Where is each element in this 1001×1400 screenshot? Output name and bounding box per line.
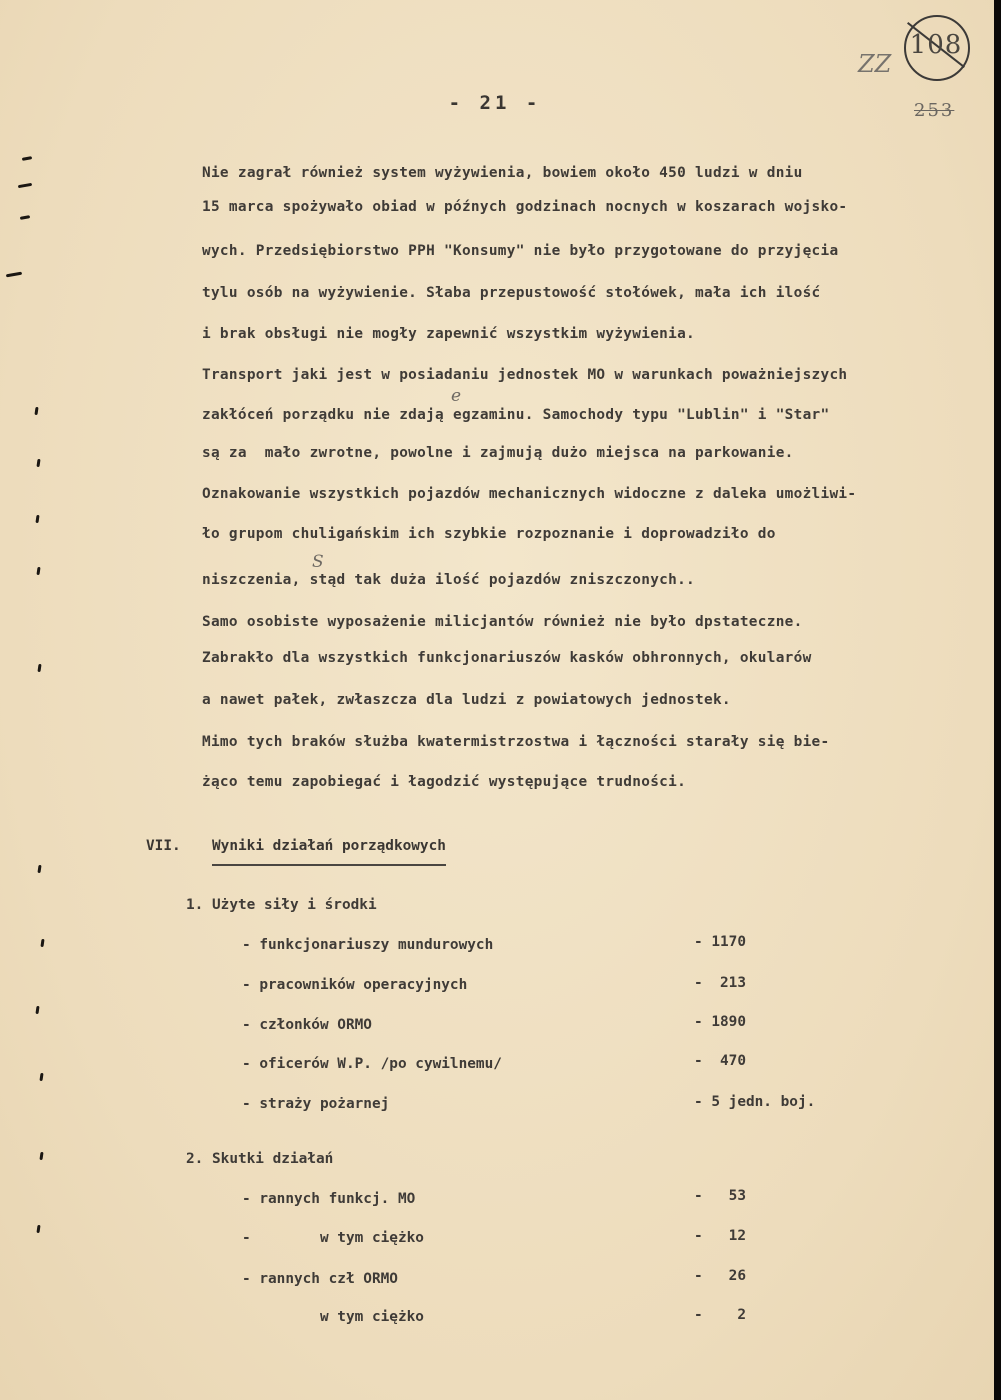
list-item-value: - 1170 (694, 934, 746, 950)
list-item-value: - 12 (694, 1228, 746, 1244)
body-line: żąco temu zapobiegać i łagodzić występujące trudności. (202, 774, 687, 790)
list-item-label: - rannych funkcj. MO (242, 1191, 416, 1207)
handwritten-correction: S (312, 552, 324, 572)
body-line: wych. Przedsiębiorstwo PPH "Konsumy" nie było przygotowane do przyjęcia (202, 243, 839, 259)
body-line: tylu osób na wyżywienie. Słaba przepustowość stołówek, mała ich ilość (202, 285, 821, 301)
handwritten-correction: e (451, 386, 462, 406)
body-line: niszczenia, stąd tak duża ilość pojazdów zniszczonych.. (202, 572, 696, 588)
handwritten-initials: ZZ (858, 50, 892, 78)
body-line: Transport jaki jest w posiadaniu jednostek MO w warunkach poważniejszych (202, 367, 848, 383)
body-line: zakłóceń porządku nie zdają egzaminu. Samochody typu "Lublin" i "Star" (202, 407, 830, 423)
list-item-value: - 2 (694, 1307, 746, 1323)
archive-page-number: 108 (909, 30, 963, 60)
list-item-label: w tym ciężko (242, 1309, 424, 1325)
list-item-value: - 1890 (694, 1014, 746, 1030)
subsection-heading: 2. Skutki działań (186, 1151, 334, 1167)
list-item-label: - członków ORMO (242, 1017, 372, 1033)
list-item-value: - 470 (694, 1053, 746, 1069)
body-line: Nie zagrał również system wyżywienia, bowiem około 450 ludzi w dniu (202, 165, 803, 181)
body-line: i brak obsługi nie mogły zapewnić wszystkim wyżywienia. (202, 326, 696, 342)
body-line: ło grupom chuligańskim ich szybkie rozpoznanie i doprowadziło do (202, 526, 776, 542)
body-line: Samo osobiste wyposażenie milicjantów również nie było dpstateczne. (202, 614, 803, 630)
list-item-value: - 53 (694, 1188, 746, 1204)
body-line: Zabrakło dla wszystkich funkcjonariuszów kasków obhronnych, okularów (202, 650, 812, 666)
section-number: VII. (146, 838, 181, 854)
crossed-out-page-number: 253 (914, 100, 955, 121)
page-number: - 21 - (448, 92, 542, 114)
list-item-value: - 5 jedn. boj. (694, 1094, 816, 1110)
body-line: są za mało zwrotne, powolne i zajmują dużo miejsca na parkowanie. (202, 445, 794, 461)
list-item-label: - straży pożarnej (242, 1096, 390, 1112)
list-item-value: - 213 (694, 975, 746, 991)
list-item-value: - 26 (694, 1268, 746, 1284)
list-item-label: - pracowników operacyjnych (242, 977, 468, 993)
subsection-heading: 1. Użyte siły i środki (186, 897, 377, 913)
body-line: 15 marca spożywało obiad w późnych godzinach nocnych w koszarach wojsko- (202, 199, 848, 215)
body-line: Mimo tych braków służba kwatermistrzostwa i łączności starały się bie- (202, 734, 830, 750)
list-item-label: - w tym ciężko (242, 1230, 424, 1246)
body-line: Oznakowanie wszystkich pojazdów mechanicznych widoczne z daleka umożliwi- (202, 486, 857, 502)
scan-edge (994, 0, 1001, 1400)
body-line: a nawet pałek, zwłaszcza dla ludzi z powiatowych jednostek. (202, 692, 731, 708)
section-title: Wyniki działań porządkowych (212, 838, 446, 866)
list-item-label: - rannych czł ORMO (242, 1271, 398, 1287)
list-item-label: - funkcjonariuszy mundurowych (242, 937, 494, 953)
list-item-label: - oficerów W.P. /po cywilnemu/ (242, 1056, 502, 1072)
